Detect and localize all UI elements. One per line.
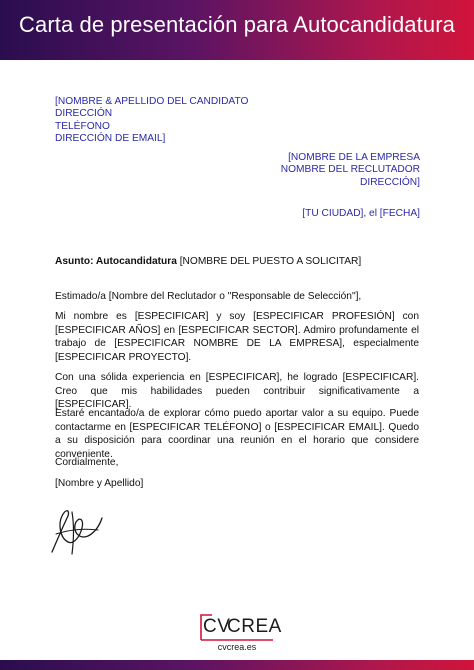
recipient-company-line: [NOMBRE DE LA EMPRESA [288,152,420,163]
sender-address-line: DIRECCIÓN [55,108,113,120]
subject-line [55,255,419,269]
greeting: Estimado/a [Nombre del Reclutador o "Responsable de Selección"], [55,291,362,302]
logo-crea-text: CREA [227,616,282,637]
paragraph-contact: Estaré encantado/a de explorar cómo puedo aportar valor a su equipo. Puede contactarme en [ESPECIFICAR TELÉFONO] o [ESPECIFICAR EMAIL]. Quedo a su disposición para coordinar una reunión en el horario que considere conveniente. [55,408,419,460]
header-banner [0,0,474,60]
handwritten-signature [44,494,114,562]
sender-email-line: DIRECCIÓN DE EMAIL] [55,133,166,145]
recipient-block [281,152,420,189]
paragraph-experience: Con una sólida experiencia en [ESPECIFICAR], he logrado [ESPECIFICAR]. Creo que mis habilidades pueden contribuir significativamente a [ESPECIFICAR]. [55,372,419,411]
cvcrea-logo [200,614,282,642]
recipient-recruiter-line: NOMBRE DEL RECLUTADOR [280,164,420,176]
subject-value: [NOMBRE DEL PUESTO A SOLICITAR] [176,256,362,267]
logo-cv-text: CV [203,616,231,637]
closing: Cordialmente, [55,457,119,468]
recipient-address-line: DIRECCIÓN] [360,176,420,188]
sender-block [55,96,248,146]
footer-bar [0,660,474,670]
logo-website: cvcrea.es [217,642,257,652]
document-title: Carta de presentación para Autocandidatura [19,12,455,37]
subject-label: Asunto: Autocandidatura [55,256,177,267]
sender-phone-line: TELÉFONO [55,120,110,132]
place-date: [TU CIUDAD], el [FECHA] [302,208,420,219]
paragraph-intro: Mi nombre es [ESPECIFICAR] y soy [ESPECIFICAR PROFESIÓN] con [ESPECIFICAR AÑOS] en [ESPECIFICAR SECTOR]. Admiro profundamente el trabajo de [ESPECIFICAR NOMBRE DE LA EMPRESA], especialmente [ESPECIFICAR PROYECTO]. [55,311,419,363]
signature-name: [Nombre y Apellido] [55,478,144,489]
sender-name-line: [NOMBRE & APELLIDO DEL CANDIDATO [55,96,249,107]
